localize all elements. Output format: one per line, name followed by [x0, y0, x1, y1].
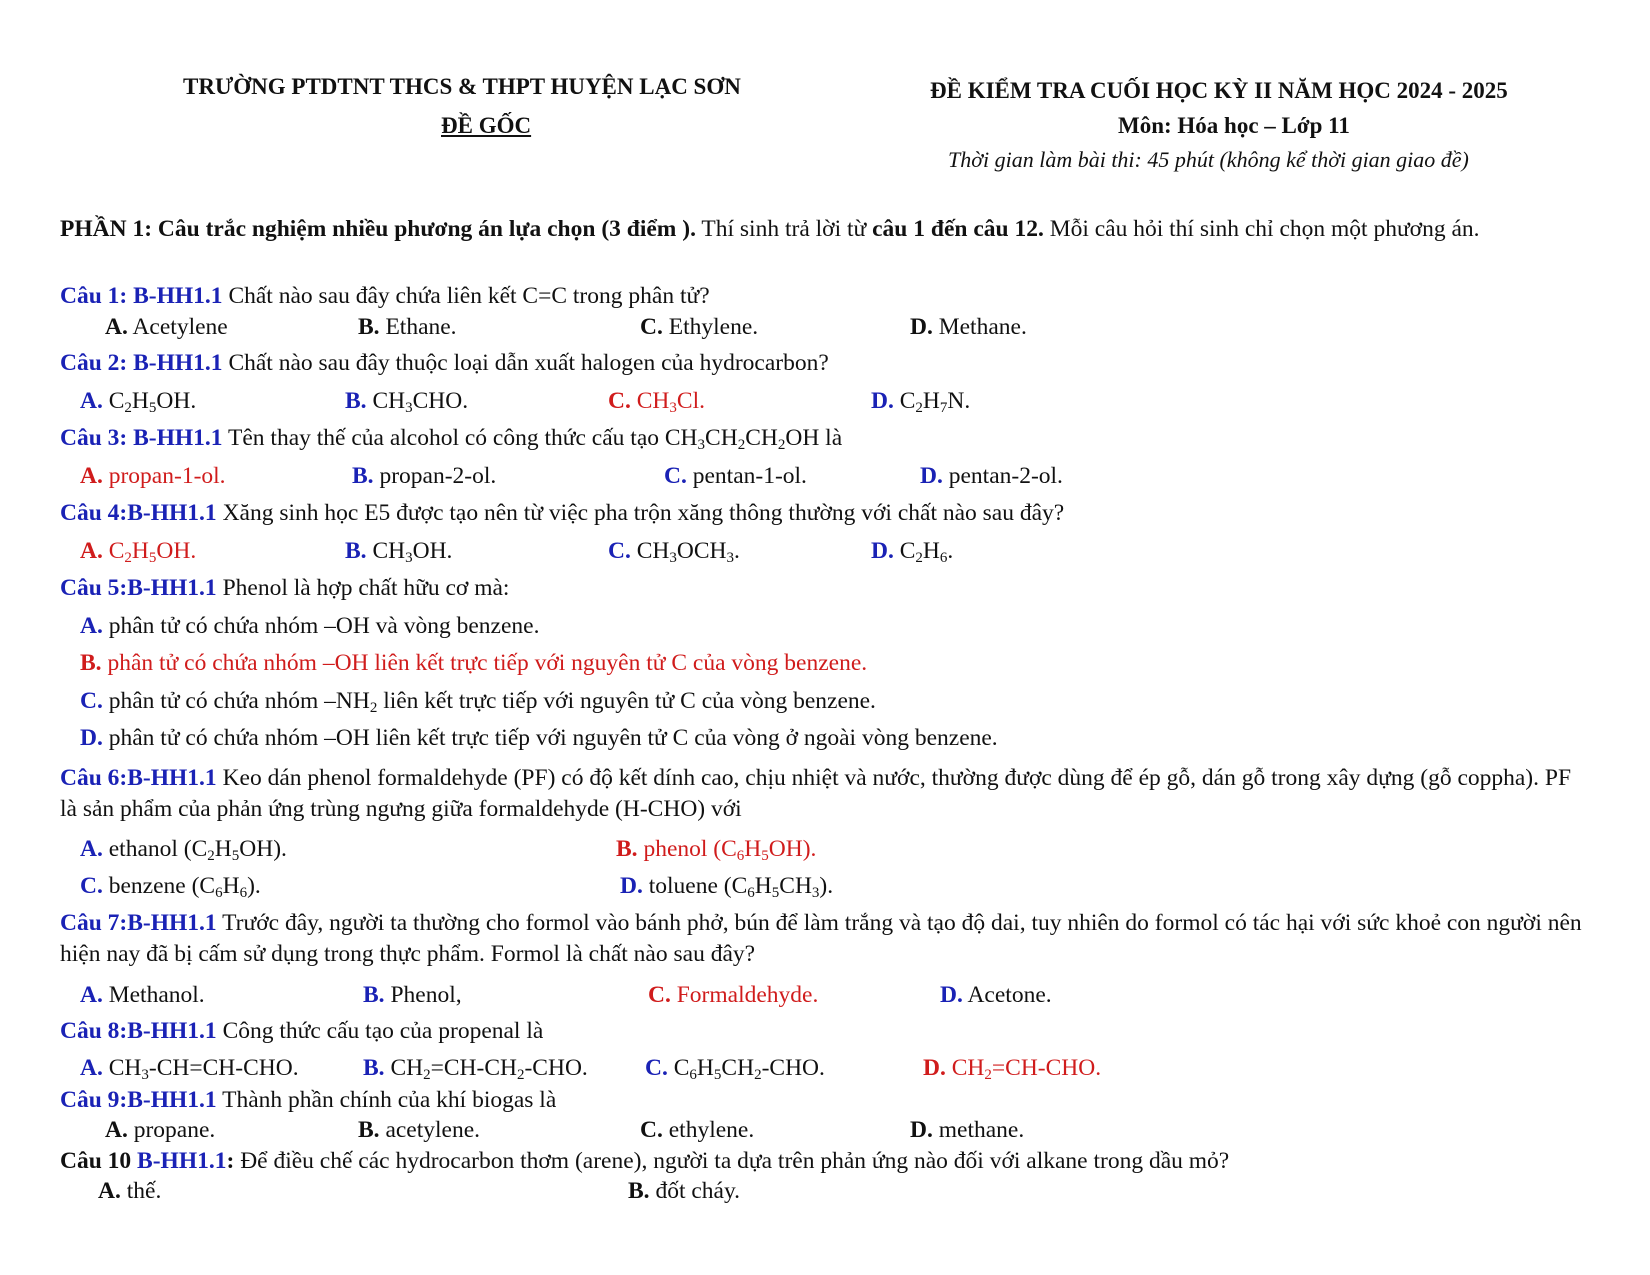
q8-option-a: A. $CH_3-CH=CH$-CHO. [80, 1055, 299, 1083]
q5-option-a: A. phân tử có chứa nhóm –OH và vòng benzene. [80, 613, 540, 639]
q3-option-a: A. propan-1-ol. [80, 463, 226, 489]
q7-option-d: D. Acetone. [940, 982, 1052, 1008]
section-intro: PHẦN 1: Câu trắc nghiệm nhiều phương án lựa chọn (3 điểm ). Thí sinh trả lời từ câu 1 đến câu 12. Mỗi câu hỏi thí sinh chỉ chọn một phương án. [60, 216, 1480, 242]
question-8: Câu 8:B-HH1.1 Công thức cấu tạo của propenal là [60, 1018, 544, 1044]
q2-option-c: C. $CH_3Cl$. [608, 388, 705, 416]
q7-option-a: A. Methanol. [80, 982, 205, 1008]
exam-version: ĐỀ GỐC [441, 113, 532, 138]
q5-option-c: C. phân tử có chứa nhóm $-NH_2$ liên kết trực tiếp với nguyên tử C của vòng benzene. [80, 688, 876, 716]
exam-title: ĐỀ KIỂM TRA CUỐI HỌC KỲ II NĂM HỌC 2024 - 2025 [930, 78, 1508, 103]
question-9: Câu 9:B-HH1.1 Thành phần chính của khí biogas là [60, 1087, 557, 1113]
q6-option-c: C. benzene $(C_6H_6)$. [80, 873, 261, 901]
question-2: Câu 2: B-HH1.1 Chất nào sau đây thuộc loại dẫn xuất halogen của hydrocarbon? [60, 350, 829, 376]
q6-option-a: A. ethanol $(C_2H_5OH)$. [80, 836, 287, 864]
q4-option-c: C. $CH_3OCH_3$. [608, 538, 740, 566]
q1-option-b: B. Ethane. [358, 314, 457, 340]
exam-time: Thời gian làm bài thi: 45 phút (không kể thời gian giao đề) [948, 147, 1469, 172]
q4-option-a: A. $C_2H_5OH$. [80, 538, 197, 566]
q2-option-d: D. $C_2H_7N$. [871, 388, 971, 416]
q3-option-b: B. propan-2-ol. [352, 463, 497, 489]
question-3: Câu 3: B-HH1.1 Tên thay thế của alcohol có công thức cấu tạo $CH_3CH_2CH_2OH$ là [60, 425, 843, 453]
q1-option-d: D. Methane. [910, 314, 1027, 340]
q1-option-a: A. Acetylene [105, 314, 228, 340]
q6-option-b: B. phenol $(C_6H_5OH)$. [616, 836, 817, 864]
q3-option-c: C. pentan-1-ol. [664, 463, 807, 489]
q6-option-d: D. toluene $(C_6H_5CH_3)$. [620, 873, 834, 901]
q7-option-c: C. Formaldehyde. [648, 982, 819, 1008]
question-1: Câu 1: B-HH1.1 Chất nào sau đây chứa liên kết C=C trong phân tử? [60, 283, 710, 309]
q4-option-d: D. $C_2H_6$. [871, 538, 954, 566]
q8-option-d: D. $CH_2=CH$-CHO. [923, 1055, 1102, 1083]
school-name: TRƯỜNG PTDTNT THCS & THPT HUYỆN LẠC SƠN [183, 74, 741, 99]
question-6: Câu 6:B-HH1.1 Keo dán phenol formaldehyde (PF) có độ kết dính cao, chịu nhiệt và nước, thường được dùng để ép gỗ, dán gỗ trong xây dựng (gỗ coppha). PF là sản phẩm của phản ứng trùng ngưng giữa formaldehyde (H-CHO) với [60, 765, 1572, 822]
question-5: Câu 5:B-HH1.1 Phenol là hợp chất hữu cơ mà: [60, 575, 510, 601]
q5-option-b: B. phân tử có chứa nhóm –OH liên kết trực tiếp với nguyên tử C của vòng benzene. [80, 650, 868, 676]
question-10: Câu 10 B-HH1.1: Để điều chế các hydrocarbon thơm (arene), người ta dựa trên phản ứng nào đối với alkane trong dầu mỏ? [60, 1148, 1230, 1174]
q3-option-d: D. pentan-2-ol. [920, 463, 1063, 489]
q9-option-b: B. acetylene. [358, 1117, 481, 1143]
q9-option-d: D. methane. [910, 1117, 1025, 1143]
section-title: PHẦN 1: Câu trắc nghiệm nhiều phương án lựa chọn (3 điểm ). [60, 216, 696, 242]
exam-subject: Môn: Hóa học – Lớp 11 [1118, 113, 1350, 138]
q2-option-b: B. $CH_3CHO$. [345, 388, 469, 416]
question-7: Câu 7:B-HH1.1 Trước đây, người ta thường cho formol vào bánh phở, bún để làm trắng và tạo độ dai, tuy nhiên do formol có tác hại với sức khoẻ con người nên hiện nay đã bị cấm sử dụng trong thực phẩm. Formol là chất nào sau đây? [60, 910, 1582, 967]
q4-option-b: B. $CH_3OH$. [345, 538, 453, 566]
q10-option-a: A. thế. [98, 1178, 162, 1204]
q8-option-c: C. $C_6H_5CH_2$-CHO. [645, 1055, 825, 1083]
q9-option-c: C. ethylene. [640, 1117, 755, 1143]
q10-option-b: B. đốt cháy. [628, 1178, 741, 1204]
question-4: Câu 4:B-HH1.1 Xăng sinh học E5 được tạo nên từ việc pha trộn xăng thông thường với chất nào sau đây? [60, 500, 1065, 526]
q2-option-a: A. $C_2H_5OH$. [80, 388, 197, 416]
q7-option-b: B. Phenol, [363, 982, 462, 1008]
q8-option-b: B. $CH_2=CH-CH_2$-CHO. [363, 1055, 588, 1083]
q5-option-d: D. phân tử có chứa nhóm –OH liên kết trực tiếp với nguyên tử C của vòng ở ngoài vòng benzene. [80, 725, 998, 751]
q1-option-c: C. Ethylene. [640, 314, 759, 340]
q9-option-a: A. propane. [105, 1117, 216, 1143]
